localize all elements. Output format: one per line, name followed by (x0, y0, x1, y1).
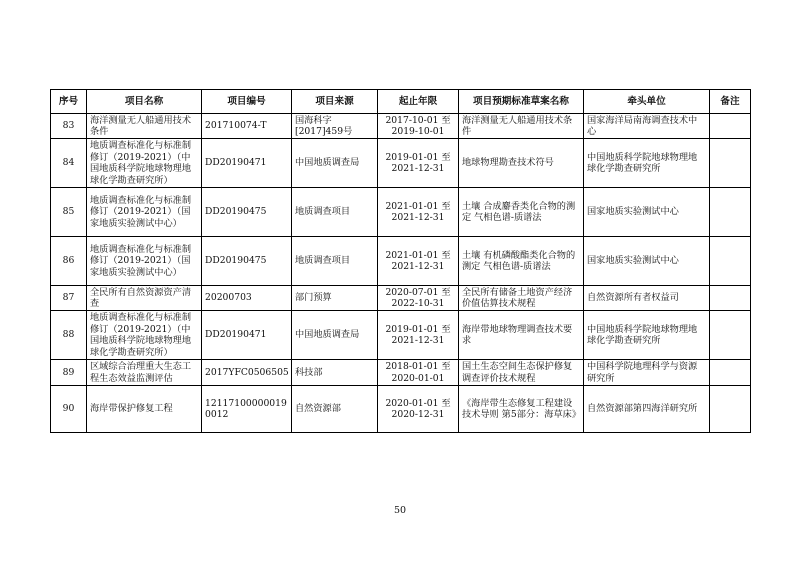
project-period: 2018-01-01 至 2020-01-01 (378, 360, 459, 386)
header-cell: 项目来源 (292, 90, 378, 114)
project-name: 全民所有自然资源资产清查 (87, 286, 202, 311)
remark (710, 311, 751, 360)
header-cell: 项目名称 (87, 90, 202, 114)
project-name: 地质调查标准化与标准制修订（2019-2021）（中国地质科学院地球物理地球化学勘查研究所） (87, 139, 202, 188)
project-period: 2019-01-01 至 2021-12-31 (378, 139, 459, 188)
lead-organization: 中国地质科学院地球物理地球化学勘查研究所 (584, 311, 710, 360)
lead-organization: 国家海洋局南海调查技术中心 (584, 114, 710, 139)
project-code: DD20190471 (202, 139, 292, 188)
project-name: 区域综合治理重大生态工程生态效益监测评估 (87, 360, 202, 386)
standard-draft-name: 国土生态空间生态保护修复调查评价技术规程 (459, 360, 584, 386)
table-row (51, 386, 751, 433)
remark (710, 286, 751, 311)
project-period: 2019-01-01 至 2021-12-31 (378, 311, 459, 360)
standard-draft-name: 土壤 有机磷酸酯类化合物的测定 气相色谱-质谱法 (459, 237, 584, 286)
row-number: 90 (51, 386, 87, 433)
remark (710, 237, 751, 286)
row-number: 87 (51, 286, 87, 311)
project-name: 地质调查标准化与标准制修订（2019-2021）（国家地质实验测试中心） (87, 188, 202, 237)
project-source: 科技部 (292, 360, 378, 386)
standard-draft-name: 土壤 合成麝香类化合物的测定 气相色谱-质谱法 (459, 188, 584, 237)
table-row (51, 188, 751, 237)
lead-organization: 中国地质科学院地球物理地球化学勘查研究所 (584, 139, 710, 188)
header-cell: 项目预期标准草案名称 (459, 90, 584, 114)
project-source: 自然资源部 (292, 386, 378, 433)
lead-organization: 自然资源部第四海洋研究所 (584, 386, 710, 433)
row-number: 88 (51, 311, 87, 360)
project-code: 121171000000190012 (202, 386, 292, 433)
table-row (51, 286, 751, 311)
project-name: 海岸带保护修复工程 (87, 386, 202, 433)
row-number: 89 (51, 360, 87, 386)
table-row (51, 114, 751, 139)
project-code: 201710074-T (202, 114, 292, 139)
table-row (51, 360, 751, 386)
page-number: 50 (393, 505, 407, 516)
standard-draft-name: 海洋测量无人船通用技术条件 (459, 114, 584, 139)
project-source: 国海科字[2017]459号 (292, 114, 378, 139)
lead-organization: 中国科学院地理科学与资源研究所 (584, 360, 710, 386)
remark (710, 139, 751, 188)
standard-draft-name: 海岸带地球物理调查技术要求 (459, 311, 584, 360)
table-header-row (51, 90, 751, 114)
project-name: 海洋测量无人船通用技术条件 (87, 114, 202, 139)
project-code: DD20190471 (202, 311, 292, 360)
header-cell: 备注 (710, 90, 751, 114)
project-period: 2021-01-01 至 2021-12-31 (378, 188, 459, 237)
project-code: 20200703 (202, 286, 292, 311)
remark (710, 386, 751, 433)
project-period: 2020-01-01 至 2020-12-31 (378, 386, 459, 433)
lead-organization: 国家地质实验测试中心 (584, 237, 710, 286)
project-name: 地质调查标准化与标准制修订（2019-2021）（中国地质科学院地球物理地球化学勘查研究所） (87, 311, 202, 360)
lead-organization: 国家地质实验测试中心 (584, 188, 710, 237)
remark (710, 114, 751, 139)
project-code: 2017YFC0506505 (202, 360, 292, 386)
project-source: 地质调查项目 (292, 188, 378, 237)
row-number: 84 (51, 139, 87, 188)
standard-draft-name: 全民所有储备土地资产经济价值估算技术规程 (459, 286, 584, 311)
project-name: 地质调查标准化与标准制修订（2019-2021）（国家地质实验测试中心） (87, 237, 202, 286)
project-period: 2017-10-01 至 2019-10-01 (378, 114, 459, 139)
project-code: DD20190475 (202, 188, 292, 237)
header-cell: 序号 (51, 90, 87, 114)
table-row (51, 311, 751, 360)
header-cell: 项目编号 (202, 90, 292, 114)
standard-draft-name: 《海岸带生态修复工程建设技术导则 第5部分：海草床》 (459, 386, 584, 433)
project-period: 2021-01-01 至 2021-12-31 (378, 237, 459, 286)
table-row (51, 139, 751, 188)
project-source: 地质调查项目 (292, 237, 378, 286)
table-row (51, 237, 751, 286)
project-source: 中国地质调查局 (292, 139, 378, 188)
remark (710, 360, 751, 386)
project-source: 部门预算 (292, 286, 378, 311)
row-number: 86 (51, 237, 87, 286)
standard-draft-name: 地球物理勘查技术符号 (459, 139, 584, 188)
header-cell: 牵头单位 (584, 90, 710, 114)
project-source: 中国地质调查局 (292, 311, 378, 360)
remark (710, 188, 751, 237)
lead-organization: 自然资源所有者权益司 (584, 286, 710, 311)
row-number: 85 (51, 188, 87, 237)
header-cell: 起止年限 (378, 90, 459, 114)
project-period: 2020-07-01 至 2022-10-31 (378, 286, 459, 311)
project-code: DD20190475 (202, 237, 292, 286)
standards-project-table (50, 89, 751, 433)
row-number: 83 (51, 114, 87, 139)
